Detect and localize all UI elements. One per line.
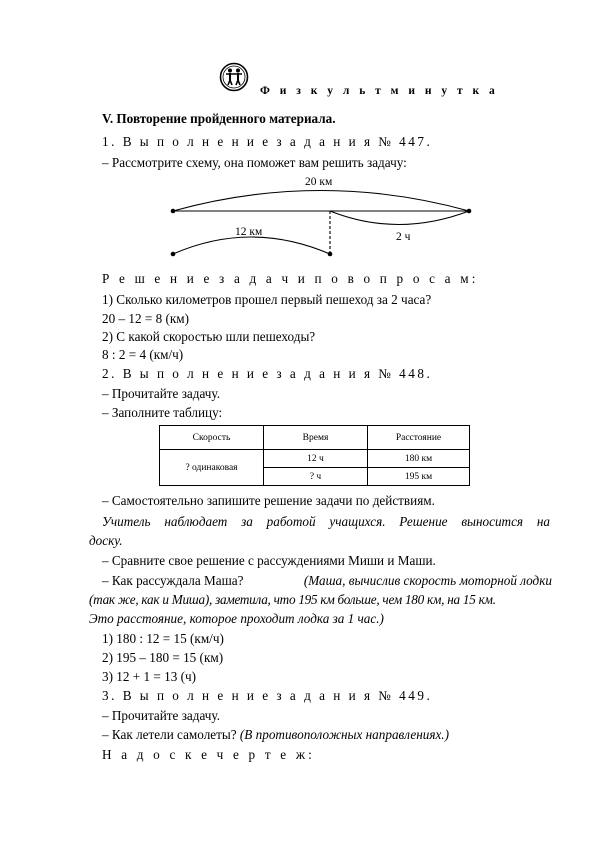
teacher-note-line: Учитель наблюдает за работой учащихся. Решение выносится на <box>102 514 550 529</box>
table-row <box>160 450 470 468</box>
label-time: 2 ч <box>396 231 411 243</box>
second-pedestrian-time-arc <box>330 211 469 225</box>
solution-line: 20 – 12 = 8 (км) <box>102 311 190 326</box>
task3-question <box>102 727 449 743</box>
board-drawing-line: Н а д о с к е ч е р т е ж: <box>102 747 316 762</box>
total-distance-arc <box>173 191 469 212</box>
table-cell: 12 ч <box>264 450 368 468</box>
task1-title: 1. В ы п о л н е н и е з а д а н и я № 447. <box>102 134 433 149</box>
masha-answer-line: (так же, как и Миша), заметила, что 195 км больше, чем 180 км, на 15 км. <box>89 592 496 607</box>
table-header: Расстояние <box>368 426 470 450</box>
task2-read: – Прочитайте задачу. <box>102 386 220 401</box>
step-line: 1) 180 : 12 = 15 (км/ч) <box>102 631 224 646</box>
motion-table <box>159 425 470 486</box>
step-line: 3) 12 + 1 = 13 (ч) <box>102 669 197 684</box>
step-line: 2) 195 – 180 = 15 (км) <box>102 650 224 665</box>
page-title: Ф и з к у л ь т м и н у т к а <box>260 85 499 97</box>
compare-line: – Сравните свое решение с рассуждениями Миши и Маши. <box>102 553 436 568</box>
table-cell-speed: ? одинаковая <box>160 450 264 486</box>
task3-title: 3. В ы п о л н е н и е з а д а н и я № 449. <box>102 688 433 703</box>
section-heading: V. Повторение пройденного материала. <box>102 111 336 126</box>
table-cell: ? ч <box>264 468 368 486</box>
solution-heading: Р е ш е н и е з а д а ч и п о в о п р о с а м: <box>102 271 479 286</box>
task3-question-text: – Как летели самолеты? <box>102 727 237 742</box>
solution-line: 2) С какой скоростью шли пешеходы? <box>102 329 316 344</box>
masha-question <box>102 573 552 589</box>
task3-read: – Прочитайте задачу. <box>102 708 220 723</box>
task2-fill-table: – Заполните таблицу: <box>102 405 223 420</box>
teacher-note-line: доску. <box>89 533 123 548</box>
task1-instruction: – Рассмотрите схему, она поможет вам решить задачу: <box>102 155 407 170</box>
masha-answer-line: Это расстояние, которое проходит лодка за 1 час.) <box>89 611 384 626</box>
masha-answer-text: (Маша, вычислив скорость моторной лодки <box>303 573 552 588</box>
table-header: Скорость <box>160 426 264 450</box>
two-persons-exercise-icon <box>219 62 249 92</box>
label-first-distance: 12 км <box>235 226 263 238</box>
task3-answer-text: (В противоположных направлениях.) <box>239 727 449 742</box>
solution-line: 8 : 2 = 4 (км/ч) <box>102 347 184 362</box>
table-cell: 195 км <box>368 468 470 486</box>
solution-line: 1) Сколько километров прошел первый пешеход за 2 часа? <box>102 292 432 307</box>
table-cell: 180 км <box>368 450 470 468</box>
label-total-distance: 20 км <box>305 176 333 188</box>
task2-title: 2. В ы п о л н е н и е з а д а н и я № 448. <box>102 366 433 381</box>
masha-question-text: – Как рассуждала Маша? <box>102 573 244 588</box>
independent-work-line: – Самостоятельно запишите решение задачи по действиям. <box>102 493 435 508</box>
table-header: Время <box>264 426 368 450</box>
